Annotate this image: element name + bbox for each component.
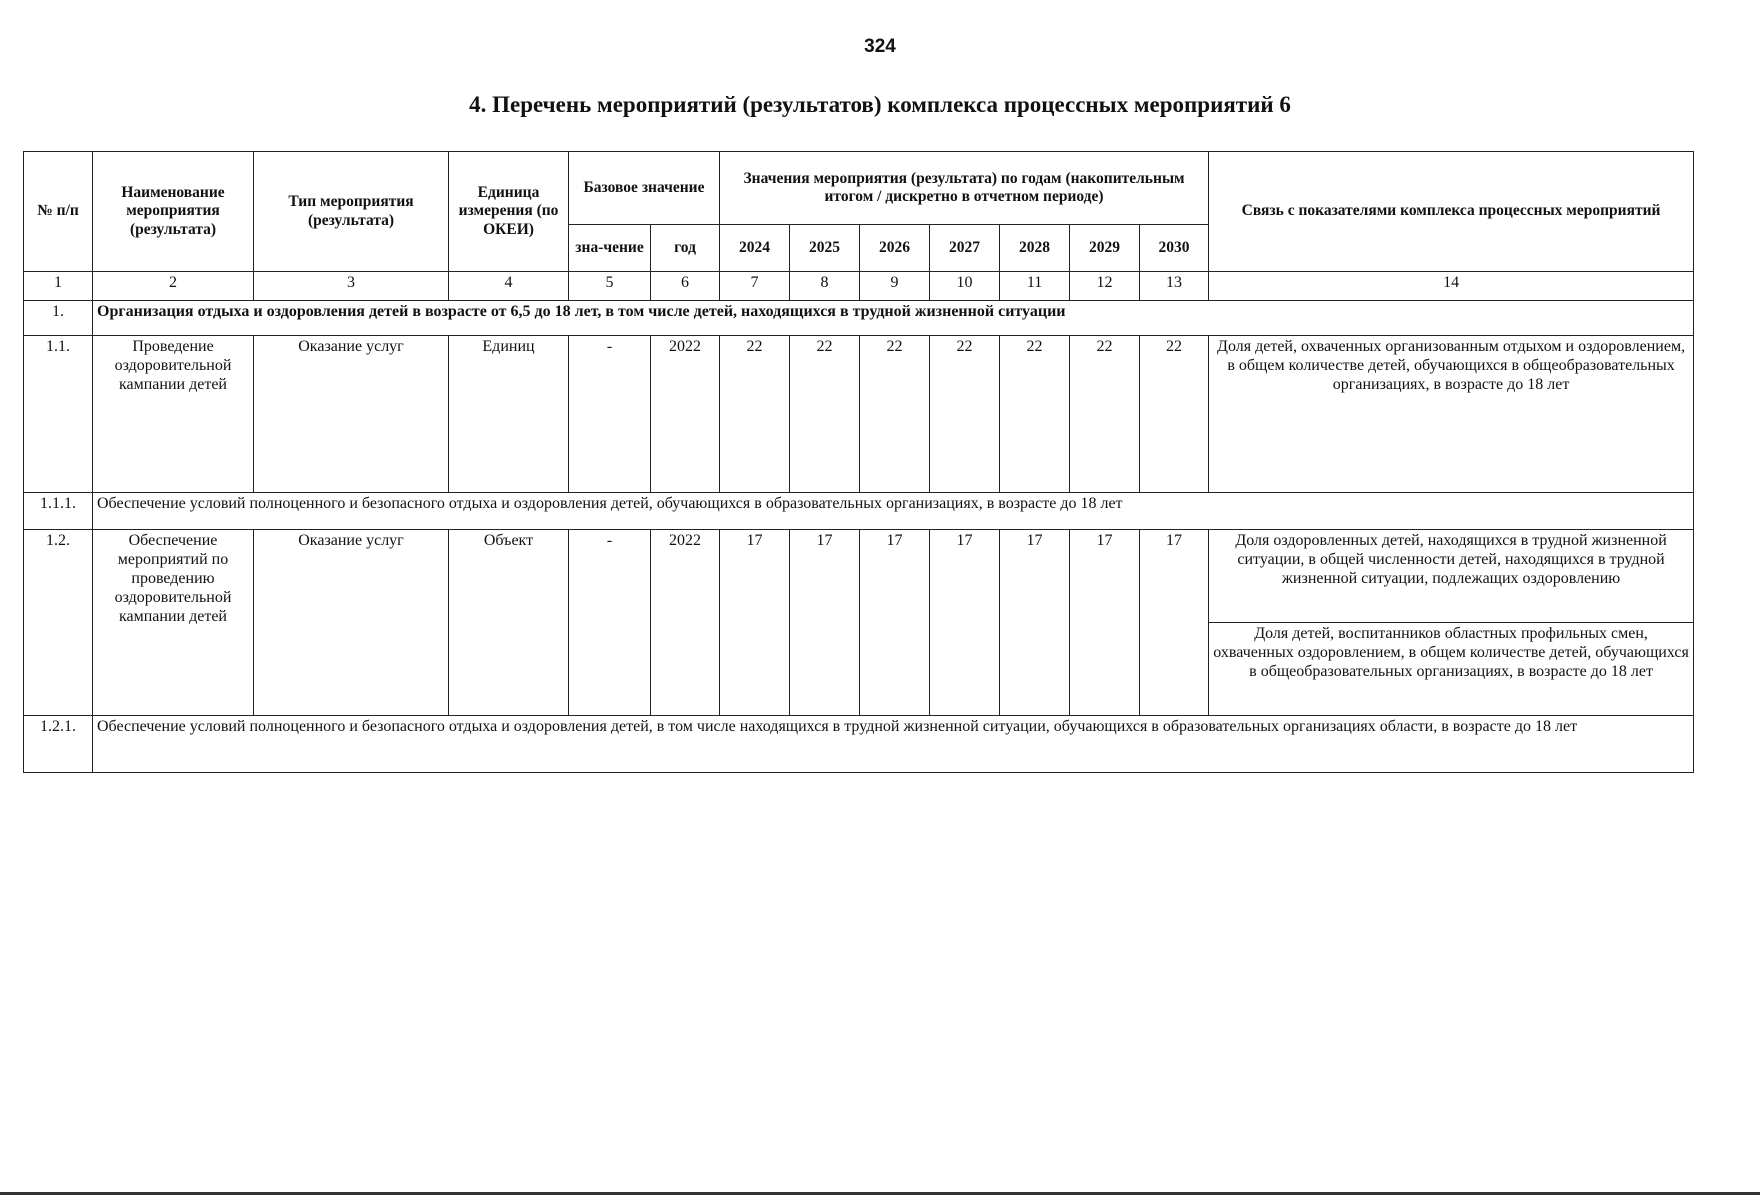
measure-name: Обеспечение мероприятий по проведению оздоровительной кампании детей [93,530,254,716]
year-value: 17 [720,530,790,716]
linked-indicator: Доля оздоровленных детей, находящихся в трудной жизненной ситуации, в общей численности детей, находящихся в трудной жизненной ситуации, подлежащих оздоровлению [1209,530,1694,623]
column-number: 11 [1000,272,1070,301]
row-num: 1.2.1. [24,716,93,773]
year-value: 22 [1070,336,1140,493]
column-number: 2 [93,272,254,301]
measure-name: Проведение оздоровительной кампании детей [93,336,254,493]
header-base-value: зна-чение [569,225,651,272]
header-year: 2029 [1070,225,1140,272]
column-numbers-row [24,272,1694,301]
base-value: - [569,336,651,493]
header-year: 2028 [1000,225,1070,272]
table-row-1-2-1 [24,716,1694,773]
section-title: Организация отдыха и оздоровления детей в возрасте от 6,5 до 18 лет, в том числе детей, находящихся в трудной жизненной ситуации [93,301,1694,336]
year-value: 22 [1140,336,1209,493]
year-value: 22 [930,336,1000,493]
header-link: Связь с показателями комплекса процессных мероприятий [1209,152,1694,272]
measure-type: Оказание услуг [254,336,449,493]
row-text: Обеспечение условий полноценного и безопасного отдыха и оздоровления детей, в том числе находящихся в трудной жизненной ситуации, обучающихся в образовательных организациях области, в возрасте до 18 лет [93,716,1694,773]
year-value: 17 [1000,530,1070,716]
year-value: 22 [1000,336,1070,493]
column-number: 5 [569,272,651,301]
column-number: 9 [860,272,930,301]
table-row-1-1 [24,336,1694,493]
header-values-by-year: Значения мероприятия (результата) по годам (накопительным итогом / дискретно в отчетном периоде) [720,152,1209,225]
year-value: 17 [1140,530,1209,716]
linked-indicator: Доля детей, воспитанников областных профильных смен, охваченных оздоровлением, в общем количестве детей, обучающихся в общеобразовательных организациях, в возрасте до 18 лет [1209,623,1694,716]
column-number: 10 [930,272,1000,301]
table-row-1-2 [24,530,1694,623]
header-type: Тип мероприятия (результата) [254,152,449,272]
header-year: 2024 [720,225,790,272]
year-value: 17 [1070,530,1140,716]
header-name: Наименование мероприятия (результата) [93,152,254,272]
header-row-1 [24,152,1694,225]
linked-indicator: Доля детей, охваченных организованным отдыхом и оздоровлением, в общем количестве детей, обучающихся в общеобразовательных организациях, в возрасте до 18 лет [1209,336,1694,493]
column-number: 7 [720,272,790,301]
header-year: 2025 [790,225,860,272]
base-year: 2022 [651,336,720,493]
header-base-year: год [651,225,720,272]
measures-table [23,151,1694,773]
row-num: 1.2. [24,530,93,716]
year-value: 22 [790,336,860,493]
table-row-1-1-1 [24,493,1694,530]
header-base: Базовое значение [569,152,720,225]
column-number: 8 [790,272,860,301]
row-num: 1.1.1. [24,493,93,530]
measure-unit: Единиц [449,336,569,493]
column-number: 4 [449,272,569,301]
measure-unit: Объект [449,530,569,716]
row-num: 1.1. [24,336,93,493]
header-unit: Единица измерения (по ОКЕИ) [449,152,569,272]
year-value: 17 [930,530,1000,716]
row-text: Обеспечение условий полноценного и безопасного отдыха и оздоровления детей, обучающихся в образовательных организациях, в возрасте до 18 лет [93,493,1694,530]
column-number: 13 [1140,272,1209,301]
section-num: 1. [24,301,93,336]
year-value: 17 [790,530,860,716]
column-number: 3 [254,272,449,301]
column-number: 12 [1070,272,1140,301]
measure-type: Оказание услуг [254,530,449,716]
base-year: 2022 [651,530,720,716]
page-title: 4. Перечень мероприятий (результатов) комплекса процессных мероприятий 6 [469,92,1291,117]
base-value: - [569,530,651,716]
header-num: № п/п [24,152,93,272]
year-value: 22 [860,336,930,493]
column-number: 14 [1209,272,1694,301]
page-number: 324 [864,36,896,57]
section-row-1 [24,301,1694,336]
header-year: 2027 [930,225,1000,272]
column-number: 6 [651,272,720,301]
page-bottom-edge [0,1192,1760,1195]
year-value: 22 [720,336,790,493]
column-number: 1 [24,272,93,301]
header-year: 2026 [860,225,930,272]
year-value: 17 [860,530,930,716]
header-year: 2030 [1140,225,1209,272]
